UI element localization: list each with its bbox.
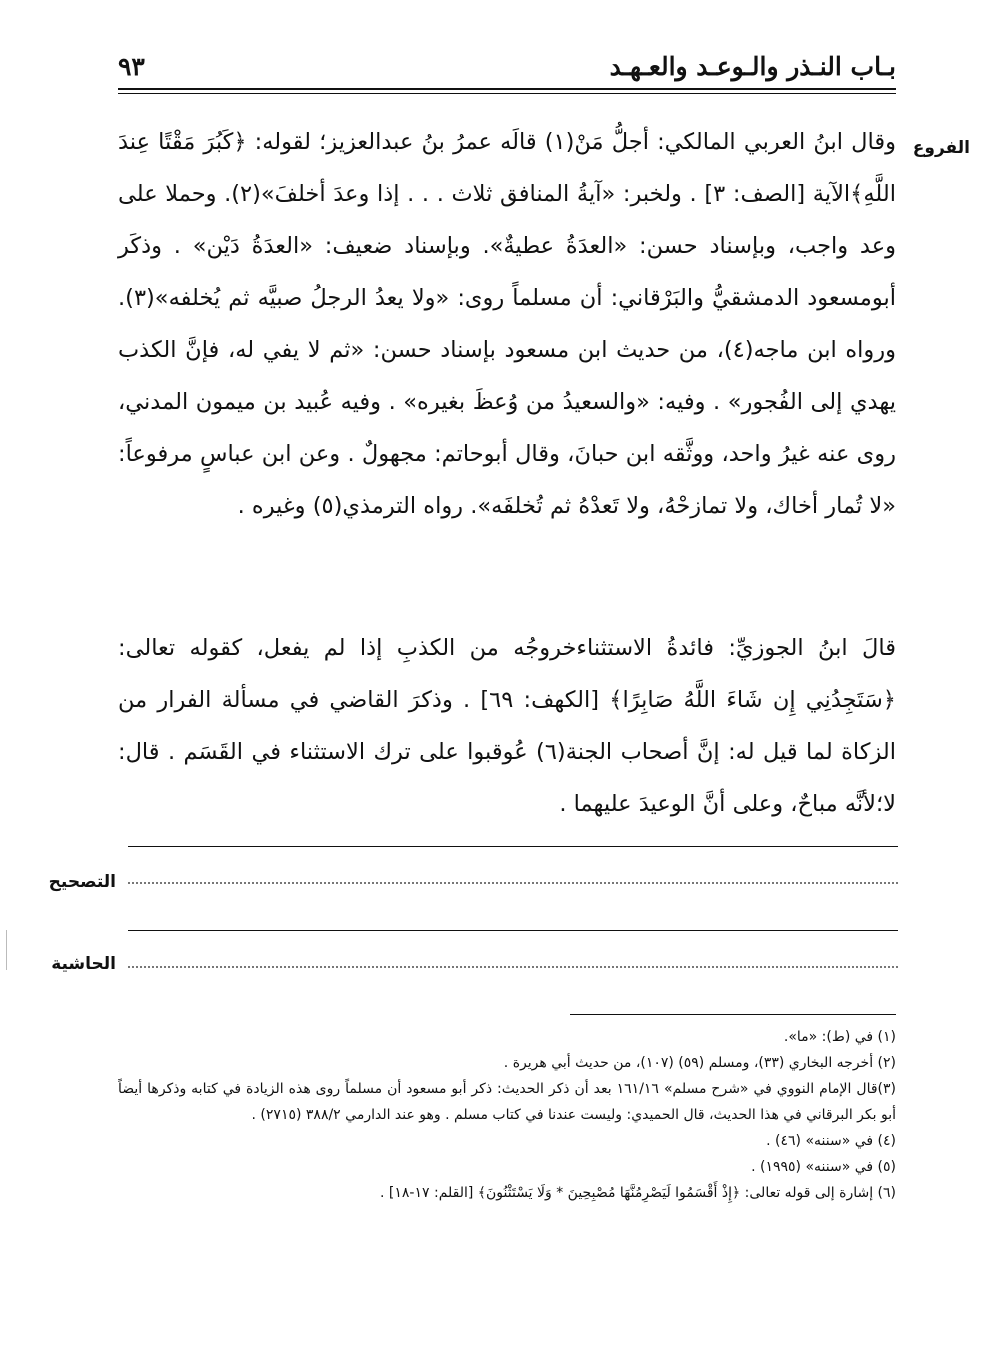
- hashiya-dotted-line: [128, 966, 898, 968]
- section-rule-middle: [128, 930, 898, 931]
- margin-label-furu: الفروع: [912, 138, 970, 158]
- margin-label-hashiya: الحاشية: [51, 954, 116, 974]
- footnote-3: (٣)قال الإمام النووي في «شرح مسلم» ١٦١/١٦ بعد أن ذكر الحديث: ذكر أبو مسعود أن مسلماً روى هذه الزيادة في كتابه وذكرها أيضاً أبو بكر البرقاني في هذا الحديث، قال الحميدي: وليست عندنا في كتاب مسلم . وهو عند الدارمي ٣٨٨/٢ (٢٧١٥) .: [118, 1081, 896, 1123]
- footnote-4: (٤) في «سننه» (٤٦) .: [766, 1133, 896, 1149]
- footnote-separator: [570, 1014, 896, 1015]
- header-rule-thin: [118, 93, 896, 94]
- running-header: [118, 50, 896, 90]
- scan-edge-mark: [6, 930, 9, 970]
- footnote-6: (٦) إشارة إلى قوله تعالى: ﴿إِذْ أَقْسَمُوا لَيَصْرِمُنَّهَا مُصْبِحِينَ * وَلَا يَسْتَثْنُونَ﴾ [القلم: ١٧-١٨] .: [380, 1185, 896, 1201]
- footnote-2: (٢) أخرجه البخاري (٣٣)، ومسلم (٥٩) (١٠٧)، من حديث أبي هريرة .: [503, 1055, 896, 1071]
- page-number: ٩٣: [118, 52, 145, 81]
- footnote-5: (٥) في «سننه» (١٩٩٥) .: [751, 1159, 896, 1175]
- main-paragraph-1: وقال ابنُ العربي المالكي: أجلُّ مَنْ(١) قالَه عمرُ بنُ عبدالعزيز؛ لقوله: ﴿كَبُرَ مَقْتًا عِندَ اللَّهِ﴾الآية [الصف: ٣] . ولخبر: «آيةُ المنافق ثلاث . . . إذا وعدَ أخلفَ»(٢). وحملا على وعد واجب، وبإسناد حسن: «العدَةُ عطيةٌ». وبإسناد ضعيف: «العدَةُ دَيْن» . وذكَر أبومسعود الدمشقيُّ والبَرْقاني: أن مسلماً روى: «ولا يعدُ الرجلُ صبيَّه ثم يُخلفه»(٣). ورواه ابن ماجه(٤)، من حديث ابن مسعود بإسناد حسن: «ثم لا يفي له، فإنَّ الكذب يهدي إلى الفُجور» . وفيه: «والسعيدُ من وُعظَ بغيره» . وفيه عُبيد بن ميمون المدني، روى عنه غيرُ واحد، ووثَّقه ابن حبانَ، وقال أبوحاتم: مجهولٌ . وعن ابن عباسٍ مرفوعاً: «لا تُمار أخاك، ولا تمازحْهُ، ولا تَعدْهُ ثم تُخلفَه». رواه الترمذي(٥) وغيره .: [118, 129, 896, 519]
- chapter-title: بـاب النـذر والـوعـد والعـهـد: [609, 52, 896, 81]
- tashih-dotted-line: [128, 882, 898, 884]
- header-rule-thick: [118, 88, 896, 90]
- section-rule-top: [128, 846, 898, 847]
- footnote-1: (١) في (ط): «ما».: [783, 1029, 896, 1045]
- main-paragraph-2: قالَ ابنُ الجوزيِّ: فائدةُ الاستثناءخروجُه من الكذبِ إذا لم يفعل، كقوله تعالى:﴿سَتَجِدُنِي إِن شَاءَ اللَّهُ صَابِرًا﴾ [الكهف: ٦٩] . وذكرَ القاضي في مسألة الفرار من الزكاة لما قيل له: إنَّ أصحاب الجنة(٦) عُوقبوا على ترك الاستثناء في القَسَم . قال: لا؛لأنَّه مباحٌ، وعلى أنَّ الوعيدَ عليهما .: [118, 635, 896, 817]
- margin-label-tashih: التصحيح: [48, 872, 116, 892]
- footnotes: [118, 1024, 896, 1206]
